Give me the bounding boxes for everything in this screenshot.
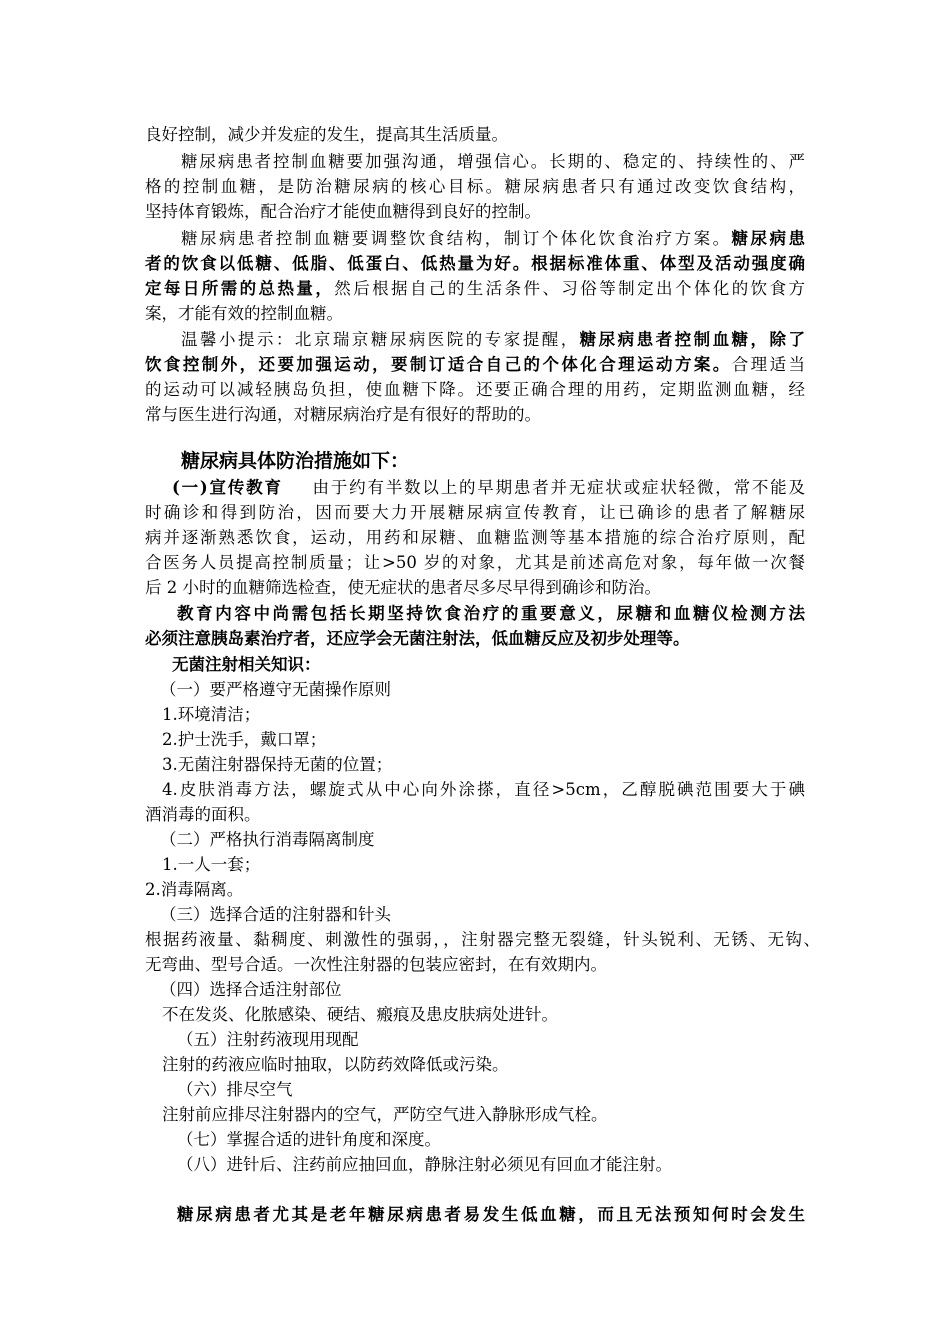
list-title: （三）选择合适的注射器和针头 [160, 905, 391, 924]
text-bold: 糖尿病患者控制血糖，除了 [579, 330, 805, 349]
paragraph-line: 合医务人员提高控制质量；让>50 岁的对象，尤其是前述高危对象，每年做一次餐 [145, 553, 805, 572]
paragraph-line: 注射的药液应临时抽取，以防药效降低或污染。 [162, 1055, 509, 1074]
paragraph-line: 案，才能有效的控制血糖。 [145, 304, 343, 323]
text-normal: 温馨小提示：北京瑞京糖尿病医院的专家提醒， [181, 330, 580, 349]
list-title: （六）排尽空气 [177, 1080, 293, 1099]
paragraph-line: 糖尿病患者控制血糖要加强沟通，增强信心。长期的、稳定的、持续性的、严 [181, 152, 805, 171]
text-normal: 由于约有半数以上的早期患者并无症状或症状轻微，常不能及 [310, 478, 805, 497]
paragraph-line: 糖尿病患者尤其是老年糖尿病患者易发生低血糖，而且无法预知何时会发生 [177, 1205, 805, 1224]
paragraph-line: 时确诊和得到防治，因而要大力开展糖尿病宣传教育，让已确诊的患者了解糖尿 [145, 503, 805, 522]
paragraph-line: 病并逐渐熟悉饮食，运动，用药和尿糖、血糖监测等基本措施的综合治疗原则，配 [145, 528, 805, 547]
list-title: （八）进针后、注药前应抽回血，静脉注射必须见有回血才能注射。 [177, 1155, 672, 1174]
paragraph-line: 的运动可以减轻胰岛负担，使血糖下降。还要正确合理的用药，定期监测血糖，经 [145, 380, 805, 399]
list-item: 酒消毒的面积。 [145, 805, 261, 824]
list-item: 2.护士洗手，戴口罩； [162, 730, 327, 749]
paragraph-line: 注射前应排尽注射器内的空气，严防空气进入静脉形成气栓。 [162, 1105, 608, 1124]
paragraph-line [181, 329, 805, 351]
text-bold: 糖尿病患 [731, 229, 805, 248]
paragraph-line: 不在发炎、化脓感染、硬结、瘢痕及患皮肤病处进针。 [162, 1005, 558, 1024]
list-title: （五）注射药液现用现配 [177, 1030, 359, 1049]
paragraph-line: 根据药液量、黏稠度、刺激性的强弱，，注射器完整无裂缝，针头锐利、无锈、无钩、 [145, 930, 820, 949]
list-item: 2.消毒隔离。 [145, 880, 244, 899]
paragraph-line [145, 354, 805, 376]
list-item: 1.环境清洁； [162, 705, 261, 724]
list-item: 3.无菌注射器保持无菌的位置； [162, 755, 393, 774]
list-title: （一）要严格遵守无菌操作原则 [160, 680, 391, 699]
list-title: （二）严格执行消毒隔离制度 [160, 830, 375, 849]
paragraph-line: 无弯曲、型号合适。一次性注射器的包装应密封，在有效期内。 [145, 955, 607, 974]
subsection-title: 无菌注射相关知识： [172, 655, 321, 674]
paragraph-line: 教育内容中尚需包括长期坚持饮食治疗的重要意义，尿糖和血糖仪检测方法 [177, 604, 805, 623]
paragraph-line: 者的饮食以低糖、低脂、低蛋白、低热量为好。根据标准体重、体型及活动强度确 [145, 254, 805, 273]
paragraph-line: 常与医生进行沟通，对糖尿病治疗是有很好的帮助的。 [145, 405, 541, 424]
list-item: 1.一人一套； [162, 855, 261, 874]
list-item: 4.皮肤消毒方法，螺旋式从中心向外涂搽，直径>5cm，乙醇脱碘范围要大于碘 [162, 780, 805, 799]
paragraph-line: 格的控制血糖，是防治糖尿病的核心目标。糖尿病患者只有通过改变饮食结构， [145, 177, 805, 196]
text-normal: 糖尿病患者控制血糖要调整饮食结构，制订个体化饮食治疗方案。 [181, 229, 732, 248]
text-bold: 定每日所需的总热量， [145, 279, 335, 298]
paragraph-line [145, 278, 805, 300]
text-normal: 然后根据自己的生活条件、习俗等制定出个体化的饮食方 [334, 279, 806, 298]
text-normal: 合理适当 [731, 355, 806, 374]
paragraph-line [181, 228, 805, 250]
list-title: （四）选择合适注射部位 [160, 980, 342, 999]
paragraph-line: 坚持体育锻炼，配合治疗才能使血糖得到良好的控制。 [145, 202, 541, 221]
paragraph-line: 良好控制，减少并发症的发生，提高其生活质量。 [145, 125, 508, 144]
section-heading: 糖尿病具体防治措施如下： [181, 450, 410, 472]
text-bold: 饮食控制外，还要加强运动，要制订适合自己的个体化合理运动方案。 [145, 355, 732, 374]
paragraph-line [172, 477, 805, 499]
text-bold: (一)宣传教育 [172, 478, 283, 497]
paragraph-line: 必须注意胰岛素治疗者，还应学会无菌注射法，低血糖反应及初步处理等。 [145, 629, 690, 648]
list-title: （七）掌握合适的进针角度和深度。 [177, 1130, 441, 1149]
paragraph-line: 后 2 小时的血糖筛选检查，使无症状的患者尽多尽早得到确诊和防治。 [145, 578, 661, 597]
